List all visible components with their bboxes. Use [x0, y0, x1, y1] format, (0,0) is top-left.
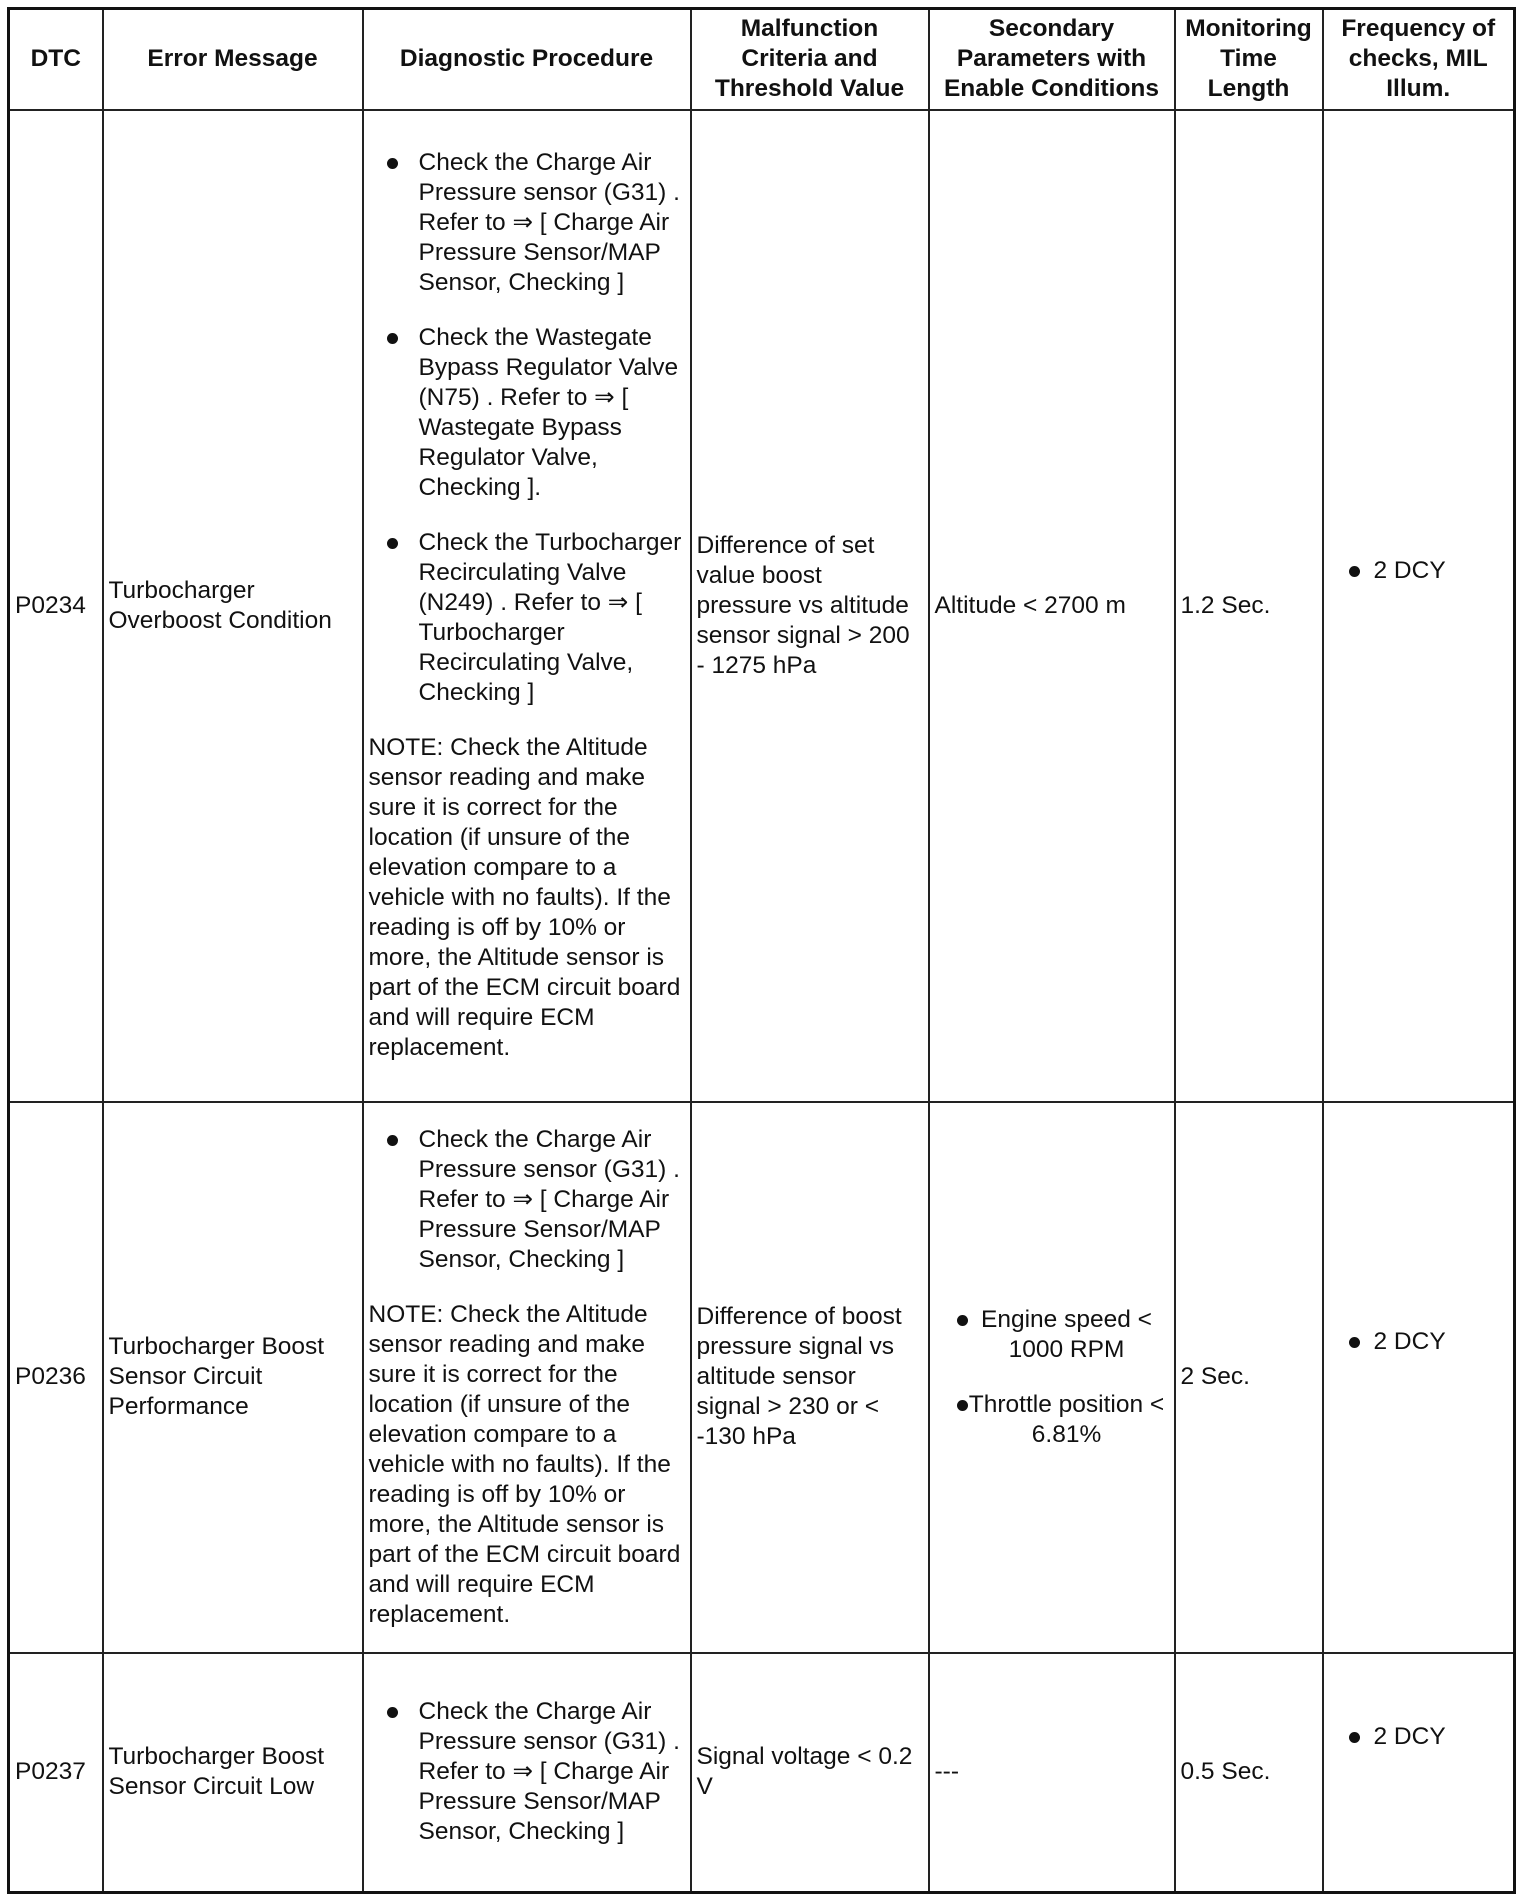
- procedure-list: [369, 148, 685, 708]
- error-message: Turbocharger Boost Sensor Circuit Performance: [103, 1102, 363, 1653]
- secondary-parameters: [929, 1102, 1175, 1653]
- frequency-value: 2 DCY: [1329, 1722, 1509, 1752]
- dtc-code: P0236: [9, 1102, 103, 1653]
- diagnostic-procedure: [363, 1653, 691, 1893]
- secondary-item: Engine speed < 1000 RPM: [935, 1305, 1169, 1365]
- procedure-list: [369, 1697, 685, 1847]
- table-row: [9, 110, 1515, 1102]
- secondary-parameters: Altitude < 2700 m: [929, 110, 1175, 1102]
- procedure-step: Check the Turbocharger Recirculating Valve (N249) . Refer to ⇒ [ Turbocharger Recirculating Valve, Checking ]: [369, 528, 685, 708]
- procedure-step: Check the Charge Air Pressure sensor (G31) . Refer to ⇒ [ Charge Air Pressure Sensor/MAP Sensor, Checking ]: [369, 148, 685, 298]
- error-message: Turbocharger Boost Sensor Circuit Low: [103, 1653, 363, 1893]
- dtc-code: P0237: [9, 1653, 103, 1893]
- procedure-step: Check the Charge Air Pressure sensor (G31) . Refer to ⇒ [ Charge Air Pressure Sensor/MAP Sensor, Checking ]: [369, 1697, 685, 1847]
- frequency-cell: [1323, 1102, 1515, 1653]
- frequency-value: 2 DCY: [1329, 556, 1509, 586]
- procedure-note: NOTE: Check the Altitude sensor reading and make sure it is correct for the location (if unsure of the elevation compare to a vehicle with no faults). If the reading is off by 10% or more, the Altitude sensor is part of the ECM circuit board and will require ECM replacement.: [368, 734, 681, 1061]
- dtc-code: P0234: [9, 110, 103, 1102]
- monitoring-time: 2 Sec.: [1175, 1102, 1323, 1653]
- secondary-item: Throttle position < 6.81%: [935, 1390, 1169, 1450]
- diagnostic-procedure: [363, 110, 691, 1102]
- dtc-table: [7, 7, 1516, 1894]
- header-error-message: Error Message: [103, 9, 363, 110]
- secondary-parameters: ---: [929, 1653, 1175, 1893]
- procedure-step: Check the Wastegate Bypass Regulator Valve (N75) . Refer to ⇒ [ Wastegate Bypass Regulator Valve, Checking ].: [369, 323, 685, 503]
- monitoring-time: 1.2 Sec.: [1175, 110, 1323, 1102]
- malfunction-criteria: Difference of set value boost pressure vs altitude sensor signal > 200 - 1275 hPa: [691, 110, 929, 1102]
- header-secondary-parameters: Secondary Parameters with Enable Conditions: [929, 9, 1175, 110]
- header-monitoring-time: Monitoring Time Length: [1175, 9, 1323, 110]
- monitoring-time: 0.5 Sec.: [1175, 1653, 1323, 1893]
- table-header-row: [9, 9, 1515, 110]
- header-malfunction-criteria: Malfunction Criteria and Threshold Value: [691, 9, 929, 110]
- malfunction-criteria: Difference of boost pressure signal vs altitude sensor signal > 230 or < -130 hPa: [691, 1102, 929, 1653]
- table-row: [9, 1653, 1515, 1893]
- header-diagnostic-procedure: Diagnostic Procedure: [363, 9, 691, 110]
- procedure-step: Check the Charge Air Pressure sensor (G31) . Refer to ⇒ [ Charge Air Pressure Sensor/MAP Sensor, Checking ]: [369, 1125, 685, 1275]
- header-frequency: Frequency of checks, MIL Illum.: [1323, 9, 1515, 110]
- procedure-note: NOTE: Check the Altitude sensor reading and make sure it is correct for the location (if unsure of the elevation compare to a vehicle with no faults). If the reading is off by 10% or more, the Altitude sensor is part of the ECM circuit board and will require ECM replacement.: [368, 1300, 681, 1628]
- diagnostic-procedure: [363, 1102, 691, 1653]
- frequency-cell: [1323, 1653, 1515, 1893]
- secondary-list: [935, 1305, 1169, 1450]
- header-dtc: DTC: [9, 9, 103, 110]
- procedure-list: [369, 1125, 685, 1275]
- frequency-cell: [1323, 110, 1515, 1102]
- malfunction-criteria: Signal voltage < 0.2 V: [691, 1653, 929, 1893]
- frequency-value: 2 DCY: [1329, 1327, 1509, 1357]
- table-row: [9, 1102, 1515, 1653]
- error-message: Turbocharger Overboost Condition: [103, 110, 363, 1102]
